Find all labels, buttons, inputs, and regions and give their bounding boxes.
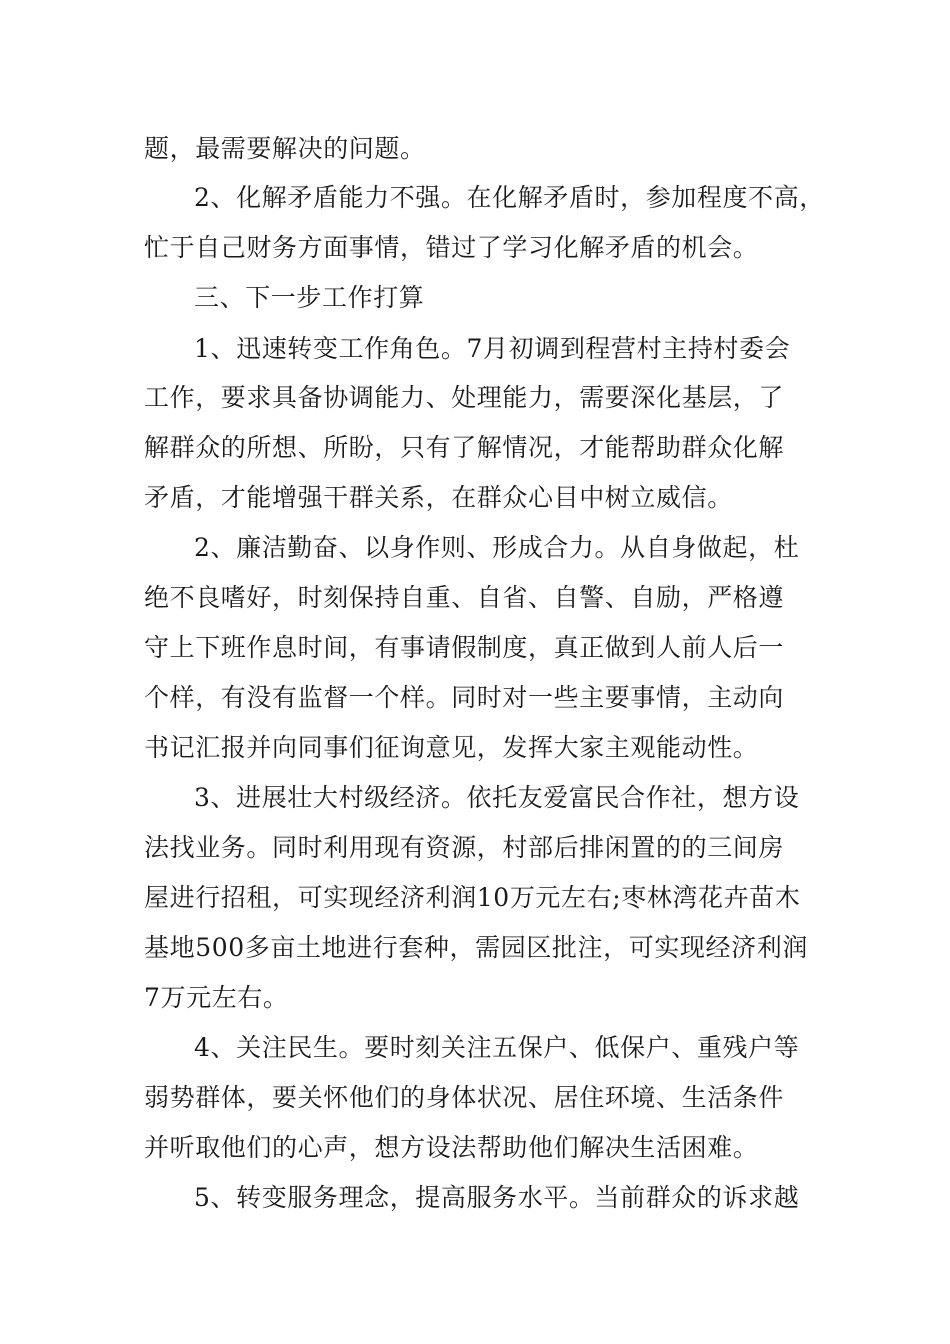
text-line: 绝不良嗜好，时刻保持自重、自省、自警、自励，严格遵 [144,583,785,612]
text-line: 解群众的所想、所盼，只有了解情况，才能帮助群众化解 [144,433,785,462]
text-line: 2、化解矛盾能力不强。在化解矛盾时，参加程度不高， [194,183,825,212]
text-line: 并听取他们的心声，想方设法帮助他们解决生活困难。 [144,1133,759,1162]
text-line: 1、迅速转变工作角色。7月初调到程营村主持村委会 [194,334,791,363]
section-heading: 三、下一步工作打算 [194,283,425,312]
text-line: 书记汇报并向同事们征询意见，发挥大家主观能动性。 [144,733,759,762]
text-line: 基地500多亩土地进行套种，需园区批注，可实现经济利润 [144,933,808,962]
text-line: 3、进展壮大村级经济。依托友爱富民合作社，想方设 [194,783,800,812]
text-line: 忙于自己财务方面事情，错过了学习化解矛盾的机会。 [144,233,759,262]
text-line: 法找业务。同时利用现有资源，村部后排闲置的的三间房 [144,833,785,862]
text-line: 个样，有没有监督一个样。同时对一些主要事情，主动向 [144,683,785,712]
text-line: 2、廉洁勤奋、以身作则、形成合力。从自身做起，杜 [194,533,800,562]
text-line: 矛盾，才能增强干群关系，在群众心目中树立威信。 [144,483,733,512]
text-line: 7万元左右。 [144,983,289,1012]
text-line: 5、转变服务理念，提高服务水平。当前群众的诉求越 [194,1183,800,1212]
text-line: 4、关注民生。要时刻关注五保户、低保户、重残户等 [194,1033,800,1062]
text-line: 守上下班作息时间，有事请假制度，真正做到人前人后一 [144,633,785,662]
text-line: 弱势群体，要关怀他们的身体状况、居住环境、生活条件 [144,1083,785,1112]
text-line: 题，最需要解决的问题。 [144,134,426,163]
text-line: 屋进行招租，可实现经济利润10万元左右;枣林湾花卉苗木 [144,883,801,912]
text-line: 工作，要求具备协调能力、处理能力，需要深化基层，了 [144,383,785,412]
